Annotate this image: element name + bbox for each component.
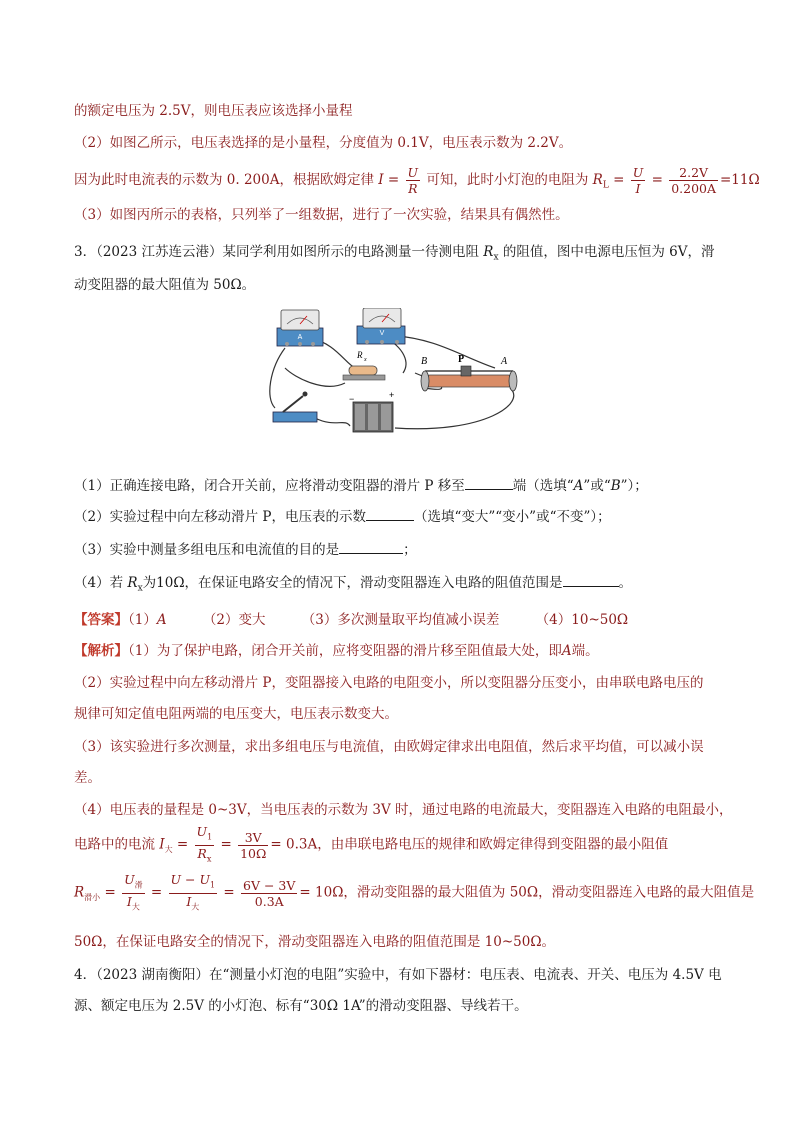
q3-analysis-2b: 规律可知定值电阻两端的电压变大，电压表示数变大。	[74, 706, 398, 722]
q3-sub-4: （4）若 $R_x$为10Ω，在保证电路安全的情况下，滑动变阻器连入电路的阻值范围是 。	[74, 575, 633, 594]
answer-blank-2[interactable]	[366, 508, 414, 521]
value-fraction: $\frac{2.2V}{0.200A}$	[671, 165, 716, 196]
answer-blank-4[interactable]	[563, 574, 619, 587]
ammeter	[277, 310, 323, 346]
q4-stem-line-1: 4．（2023 湖南衡阳）在“测量小灯泡的电阻”实验中，有如下器材：电压表、电流表、开关、电压为 4.5V 电	[74, 967, 722, 983]
q3-analysis-4b: 电路中的电流 $I_大$ = $\frac{U_1}{R_x}$ = $\frac{3V}{10\Omega}$ = 0.3A，由串联电路电压的规律和欧姆定律得到变阻器的最小阻值	[74, 824, 668, 869]
q3-analysis-4d: 50Ω，在保证电路安全的情况下，滑动变阻器连入电路的阻值范围是 10~50Ω。	[74, 934, 556, 950]
current-fraction-symbolic: $\frac{U_1}{R_x}$	[196, 824, 213, 863]
slide-rheostat	[421, 354, 517, 391]
test-resistor	[343, 350, 385, 380]
prev-answer-line-1: 的额定电压为 2.5V，则电压表应该选择小量程	[74, 103, 353, 119]
slider-p-label: P	[458, 354, 465, 365]
switch	[273, 392, 317, 423]
q3-sub-1: （1）正确连接电路，闭合开关前，应将滑动变阻器的滑片 P 移至 端（选填“A”或“B”）；	[74, 478, 648, 494]
rx-label: R	[357, 350, 363, 360]
current-fraction-values: $\frac{3V}{10\Omega}$	[240, 829, 267, 861]
ohm-law-fraction: $\frac{U}{R}$	[407, 165, 419, 196]
answer-blank-3[interactable]	[339, 541, 403, 554]
q3-answer: 【答案】（1）A （2）变大 （3）多次测量取平均值减小误差 （4）10~50Ω	[74, 612, 629, 628]
resistance-fraction-values: $\frac{6V - 3V}{0.3A}$	[243, 877, 296, 909]
terminal-a-label: A	[501, 356, 508, 367]
q3-analysis-1: 【解析】（1）为了保护电路，闭合开关前，应将变阻器的滑片移至阻值最大处，即A端。	[74, 643, 599, 659]
ammeter-label: A	[297, 334, 303, 341]
resistance-fraction-diff: $\frac{U - U_1}{I_大}$	[170, 872, 216, 911]
rx-sub-label: x	[364, 357, 367, 363]
voltmeter	[357, 308, 405, 344]
q3-analysis-3b: 差。	[74, 770, 101, 786]
prev-answer-line-2: （2）如图乙所示，电压表选择的是小量程，分度值为 0.1V，电压表示数为 2.2V。	[74, 135, 573, 151]
resistance-fraction-symbolic: $\frac{U_滑}{I_大}$	[124, 872, 143, 911]
battery	[349, 390, 394, 432]
q3-analysis-2a: （2）实验过程中向左移动滑片 P，变阻器接入电路的电阻变小，所以变阻器分压变小，由串联电路电压的	[74, 675, 704, 691]
ui-fraction: $\frac{U}{I}$	[632, 165, 644, 196]
answer-blank-1[interactable]	[465, 477, 513, 490]
terminal-b-label: B	[421, 356, 428, 367]
q4-stem-line-2: 源、额定电压为 2.5V 的小灯泡、标有“30Ω 1A”的滑动变阻器、导线若干。	[74, 998, 528, 1014]
q3-analysis-4c: $R_{滑小}$ = $\frac{U_滑}{I_大}$ = $\frac{U - U_1}{I_大}$ = $\frac{6V - 3V}{0.3A}$ = 10Ω，滑动变阻器的最大阻值为 50Ω，滑动变阻器连入电路的最大阻值是	[74, 872, 754, 918]
q3-stem-line-1: 3．（2023 江苏连云港）某同学利用如图所示的电路测量一待测电阻 $R_x$ 的阻值，图中电源电压恒为 6V，滑	[74, 244, 715, 263]
q3-sub-3: （3）实验中测量多组电压和电流值的目的是 ；	[74, 542, 417, 558]
q3-sub-2: （2）实验过程中向左移动滑片 P，电压表的示数 （选填“变大”“变小”或“不变”）；	[74, 509, 611, 525]
battery-plus-label: +	[389, 390, 395, 400]
prev-answer-line-4: （3）如图丙所示的表格，只列举了一组数据，进行了一次实验，结果具有偶然性。	[74, 207, 569, 223]
q3-analysis-4a: （4）电压表的量程是 0~3V，当电压表的示数为 3V 时，通过电路的电流最大，变阻器连入电路的电阻最小，	[74, 802, 733, 818]
q3-stem-line-2: 动变阻器的最大阻值为 50Ω。	[74, 277, 256, 293]
voltmeter-label: V	[379, 330, 385, 337]
battery-minus-label: −	[349, 394, 355, 404]
circuit-diagram	[265, 308, 527, 434]
q3-analysis-3a: （3）该实验进行多次测量，求出多组电压与电流值，由欧姆定律求出电阻值，然后求平均值，可以减小误	[74, 739, 704, 755]
prev-answer-line-3: 因为此时电流表的示数为 0. 200A，根据欧姆定律 I = $\frac{U}{R}$ 可知，此时小灯泡的电阻为 $R_L$ = $\frac{U}{I}$ = $\frac{2.2V}{0.200A}$ =11Ω	[74, 165, 760, 196]
